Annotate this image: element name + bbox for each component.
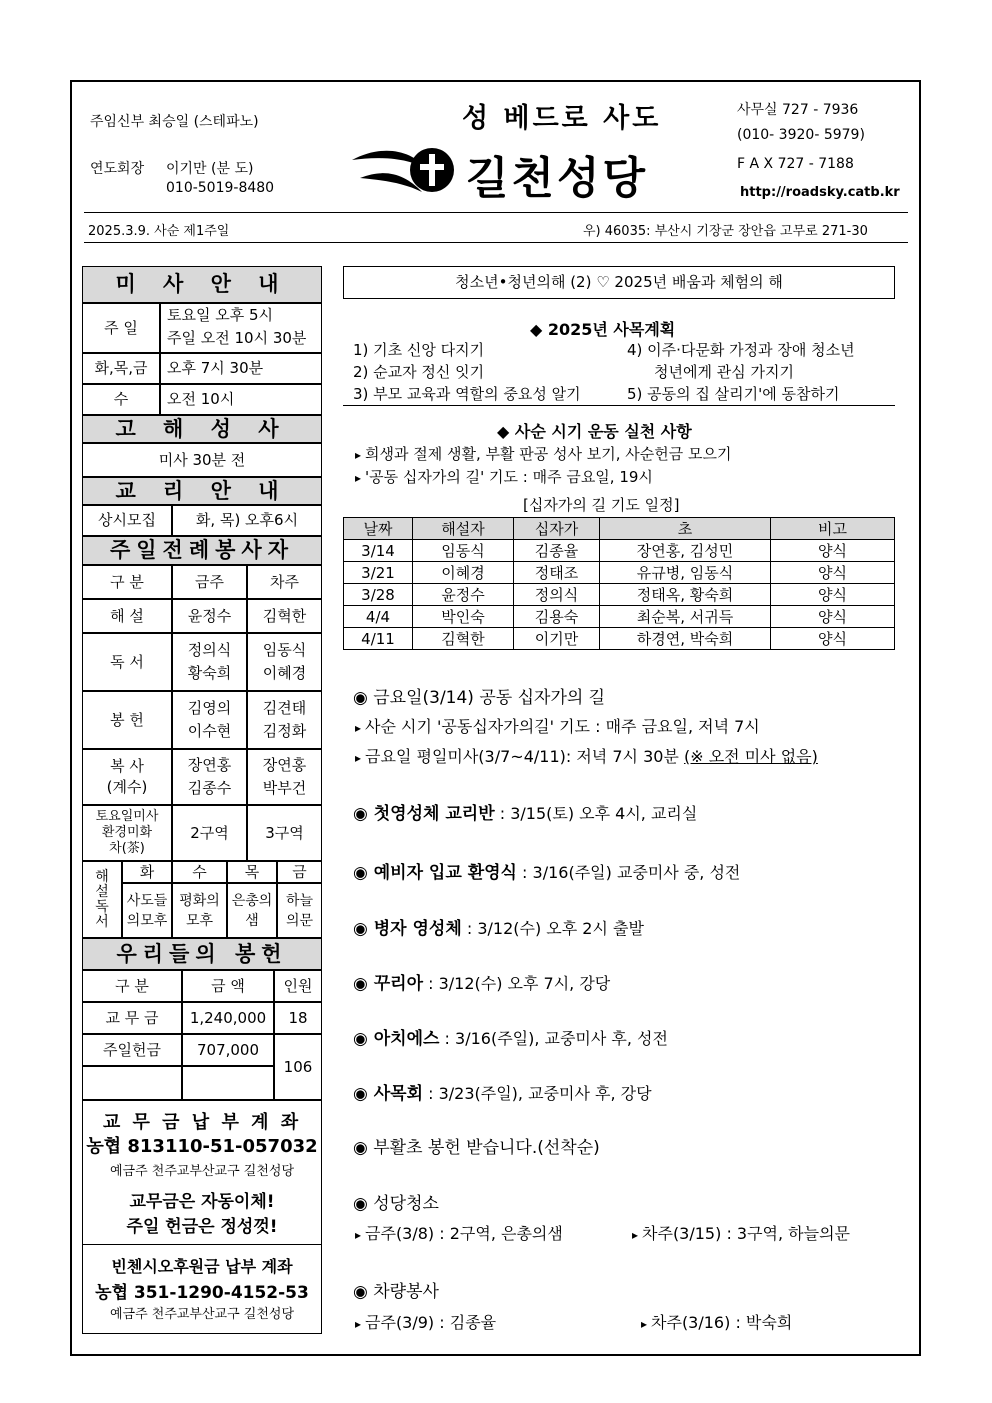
notice-sick-communion [353, 914, 644, 939]
table-row [344, 562, 895, 584]
friday-notice-line [355, 744, 818, 767]
offering-count: 106 [274, 1034, 322, 1100]
confession-time: 미사 30분 전 [82, 443, 322, 477]
fax-number: F A X 727 - 7188 [737, 156, 854, 172]
server-name: 장연홍 [187, 756, 232, 774]
notice-heading: ◉ 예비자 입교 환영식 [353, 863, 517, 883]
notice-acies [353, 1024, 668, 1049]
mass-day-wed: 수 [82, 384, 160, 415]
notice-text: : 3/23(주일), 교중미사 후, 강당 [423, 1084, 652, 1103]
server-name: 이혜경 [262, 664, 307, 682]
table-cell: 양식 [771, 606, 895, 628]
table-header: 비고 [771, 518, 895, 540]
table-header: 십자가 [514, 518, 600, 540]
mass-time-sat: 토요일 오후 5시 [167, 306, 274, 324]
header-bottom-divider [84, 242, 908, 243]
notice-heading: ◉ 꾸리아 [353, 974, 424, 994]
servers-col-type: 구 분 [82, 565, 172, 599]
mass-time-sunday [160, 303, 322, 353]
plan-item: 3) 부모 교육과 역할의 중요성 알기 [353, 385, 581, 403]
office-phone: 사무실 727 - 7936 [737, 102, 859, 118]
table-cell: 정태옥, 황숙희 [600, 584, 771, 606]
table-header-row [344, 518, 895, 540]
table-header: 초 [600, 518, 771, 540]
driving-this-week: ▸ 금주(3/9) : 김종율 [355, 1310, 496, 1333]
server-name: 이수현 [187, 722, 232, 740]
table-row [344, 584, 895, 606]
notice-text: : 3/12(수) 오후 7시, 강당 [423, 974, 611, 993]
council-name: 이기만 (분 도) [166, 161, 254, 177]
account-number: 농협 813110-51-057032 [86, 1136, 318, 1157]
table-cell: 이혜경 [413, 562, 514, 584]
servers-next [247, 749, 322, 805]
server-name: 장연홍 [262, 756, 307, 774]
council-label: 연도회장 [90, 161, 145, 177]
servers-role: 복 사 (계수) [82, 749, 172, 805]
servers-next [247, 691, 322, 749]
table-header: 날짜 [344, 518, 413, 540]
notice-heading: ◉ 아치에스 [353, 1029, 440, 1049]
notice-catechumen-welcome [353, 858, 740, 883]
servers-next: 3구역 [247, 805, 322, 861]
servers-role: 토요일미사 환경미화 차(茶) [82, 805, 172, 861]
friday-mass-time: 금요일 평일미사(3/7~4/11): 저녁 7시 30분 [365, 747, 684, 766]
office-mobile: (010- 3920- 5979) [737, 127, 865, 143]
notice-text: : 3/16(주일), 교중미사 후, 성전 [439, 1029, 668, 1048]
table-cell: 김용숙 [514, 606, 600, 628]
servers-col-next: 차주 [247, 565, 322, 599]
auto-transfer-note: 교무금은 자동이체! [129, 1192, 275, 1212]
table-row [344, 628, 895, 650]
confession-heading: 고 해 성 사 [82, 415, 322, 443]
server-name: 박부건 [262, 779, 307, 797]
table-cell: 임동식 [413, 540, 514, 562]
pastor-name: 주임신부 최승일 (스테파노) [90, 114, 259, 130]
notice-heading: ◉ 병자 영성체 [353, 919, 462, 939]
table-cell: 양식 [771, 540, 895, 562]
year-theme-banner: 청소년•청년의해 (2) ♡ 2025년 배움과 체험의 해 [343, 266, 895, 299]
offering-col: 금 액 [182, 970, 274, 1002]
servers-heading: 주일전례봉사자 [82, 536, 322, 565]
commentary-day: 금 [277, 861, 322, 883]
offering-count: 18 [274, 1002, 322, 1034]
notice-heading: ◉ 사목회 [353, 1084, 424, 1104]
table-cell: 윤정수 [413, 584, 514, 606]
notice-heading: ◉ 첫영성체 교리반 [353, 804, 495, 824]
table-cell: 이기만 [514, 628, 600, 650]
servers-role: 해 설 [82, 599, 172, 633]
no-morning-mass-note: (※ 오전 미사 없음) [683, 747, 818, 766]
table-cell: 4/11 [344, 628, 413, 650]
account-title: 교 무 금 납 부 계 좌 [102, 1112, 302, 1133]
plan-item: 5) 공동의 집 살리기'에 동참하기 [627, 385, 840, 403]
friday-notice-line: ▸ 사순 시기 '공동십자가의길' 기도 : 매주 금요일, 저녁 7시 [355, 714, 760, 737]
table-cell: 박인숙 [413, 606, 514, 628]
catechism-time: 화, 목) 오후6시 [172, 505, 322, 536]
lent-heading: ◆ 사순 시기 운동 실천 사항 [497, 422, 692, 441]
notice-text: : 3/12(수) 오후 2시 출발 [461, 919, 644, 938]
table-row [344, 606, 895, 628]
cleaning-next-week: ▸ 차주(3/15) : 3구역, 하늘의문 [632, 1221, 850, 1244]
table-cell: 정태조 [514, 562, 600, 584]
church-logo-icon [350, 140, 460, 202]
church-name: 길천성당 [466, 153, 649, 204]
table-cell: 4/4 [344, 606, 413, 628]
account-holder: 예금주 천주교부산교구 길천성당 [109, 1164, 295, 1179]
table-cell: 3/21 [344, 562, 413, 584]
table-cell: 김혁한 [413, 628, 514, 650]
plan-item: 4) 이주·다문화 가정과 장애 청소년 [627, 341, 855, 359]
way-of-cross-table [343, 517, 895, 650]
mass-heading: 미 사 안 내 [82, 266, 322, 303]
table-header: 해설자 [413, 518, 514, 540]
commentary-day: 화 [122, 861, 172, 883]
server-name: 임동식 [262, 641, 307, 659]
mass-day-weekday: 화,목,금 [82, 353, 160, 384]
driving-heading: ◉ 차량봉사 [353, 1282, 439, 1302]
table-cell: 최순복, 서귀득 [600, 606, 771, 628]
account-divider [82, 1244, 322, 1245]
commentary-day: 수 [172, 861, 227, 883]
servers-role: 봉 헌 [82, 691, 172, 749]
cleaning-heading: ◉ 성당청소 [353, 1194, 439, 1214]
notice-easter-candle: ◉ 부활초 봉헌 받습니다.(선착순) [353, 1138, 600, 1158]
way-of-cross-title: [십자가의 길 기도 일정] [523, 496, 680, 514]
plan-divider [343, 405, 895, 406]
plan-item: 청년에게 관심 가지기 [654, 363, 794, 381]
sunday-offering-note: 주일 헌금은 정성껏! [126, 1217, 278, 1237]
mass-time-sun: 주일 오전 10시 30분 [167, 329, 307, 347]
church-address: 우) 46035: 부산시 기장군 장안읍 고무로 271-30 [583, 224, 868, 239]
server-name: 김정화 [262, 722, 307, 740]
mass-day-sunday: 주 일 [82, 303, 160, 353]
plan-item: 2) 순교자 정신 잇기 [353, 363, 485, 381]
council-phone: 010-5019-8480 [166, 180, 275, 196]
commentary-group: 평화의 모후 [172, 883, 227, 938]
servers-col-this: 금주 [172, 565, 247, 599]
commentary-day: 목 [227, 861, 277, 883]
table-cell: 양식 [771, 562, 895, 584]
servers-this [172, 633, 247, 691]
table-cell: 3/28 [344, 584, 413, 606]
offering-amount: 707,000 [182, 1034, 274, 1066]
notice-text: : 3/16(주일) 교중미사 중, 성전 [516, 863, 741, 882]
vincent-account-number: 농협 351-1290-4152-53 [95, 1283, 309, 1303]
table-cell: 양식 [771, 584, 895, 606]
offering-empty [182, 1066, 274, 1100]
table-cell: 양식 [771, 628, 895, 650]
lent-item: ▸ 희생과 절제 생활, 부활 판공 성사 보기, 사순헌금 모으기 [355, 443, 732, 464]
table-cell: 유규병, 임동식 [600, 562, 771, 584]
vincent-title: 빈첸시오후원금 납부 계좌 [111, 1257, 293, 1276]
notice-text: : 3/15(토) 오후 4시, 교리실 [494, 804, 698, 823]
cleaning-this-week: ▸ 금주(3/8) : 2구역, 은총의샘 [355, 1221, 563, 1244]
vincent-holder: 예금주 천주교부산교구 길천성당 [109, 1307, 295, 1322]
catechism-heading: 교 리 안 내 [82, 477, 322, 505]
notice-curia [353, 969, 610, 994]
servers-this [172, 749, 247, 805]
table-cell: 장연홍, 김성민 [600, 540, 771, 562]
commentary-group: 은총의 샘 [227, 883, 277, 938]
offering-col: 인원 [274, 970, 322, 1002]
servers-this: 윤정수 [172, 599, 247, 633]
offering-label: 주일헌금 [82, 1034, 182, 1066]
mass-time-wed: 오전 10시 [160, 384, 322, 415]
lent-item: ▸ '공동 십자가의 길' 기도 : 매주 금요일, 19시 [355, 466, 653, 487]
homepage-url[interactable]: http://roadsky.catb.kr [740, 185, 900, 200]
plan-item: 1) 기초 신앙 다지기 [353, 341, 485, 359]
servers-role: 독 서 [82, 633, 172, 691]
mass-time-weekday: 오후 7시 30분 [160, 353, 322, 384]
offering-col: 구 분 [82, 970, 182, 1002]
server-name: 김견태 [262, 699, 307, 717]
servers-this [172, 691, 247, 749]
table-cell: 김종율 [514, 540, 600, 562]
table-row [344, 540, 895, 562]
server-name: 김종수 [187, 779, 232, 797]
offering-empty [82, 1066, 182, 1100]
church-title: 성 베드로 사도 [462, 103, 662, 134]
catechism-label: 상시모집 [82, 505, 172, 536]
table-cell: 하경연, 박숙희 [600, 628, 771, 650]
offering-amount: 1,240,000 [182, 1002, 274, 1034]
servers-this: 2구역 [172, 805, 247, 861]
driving-next-week: ▸ 차주(3/16) : 박숙희 [641, 1310, 792, 1333]
date-line: 2025.3.9. 사순 제1주일 [88, 224, 230, 239]
server-name: 김영의 [187, 699, 232, 717]
server-name: 정의식 [187, 641, 232, 659]
commentary-label: 해 설 독 서 [82, 861, 122, 938]
header-divider [84, 212, 908, 213]
commentary-group: 사도들 의모후 [122, 883, 172, 938]
offering-heading: 우리들의 봉헌 [82, 938, 322, 970]
server-name: 황숙희 [187, 664, 232, 682]
friday-notice-heading: ◉ 금요일(3/14) 공동 십자가의 길 [353, 688, 606, 708]
table-cell: 정의식 [514, 584, 600, 606]
commentary-group: 하늘 의문 [277, 883, 322, 938]
notice-pastoral-council [353, 1079, 652, 1104]
offering-label: 교 무 금 [82, 1002, 182, 1034]
notice-first-communion [353, 799, 697, 824]
servers-next: 김혁한 [247, 599, 322, 633]
servers-next [247, 633, 322, 691]
table-cell: 3/14 [344, 540, 413, 562]
plan-heading: ◆ 2025년 사목계획 [530, 320, 676, 339]
